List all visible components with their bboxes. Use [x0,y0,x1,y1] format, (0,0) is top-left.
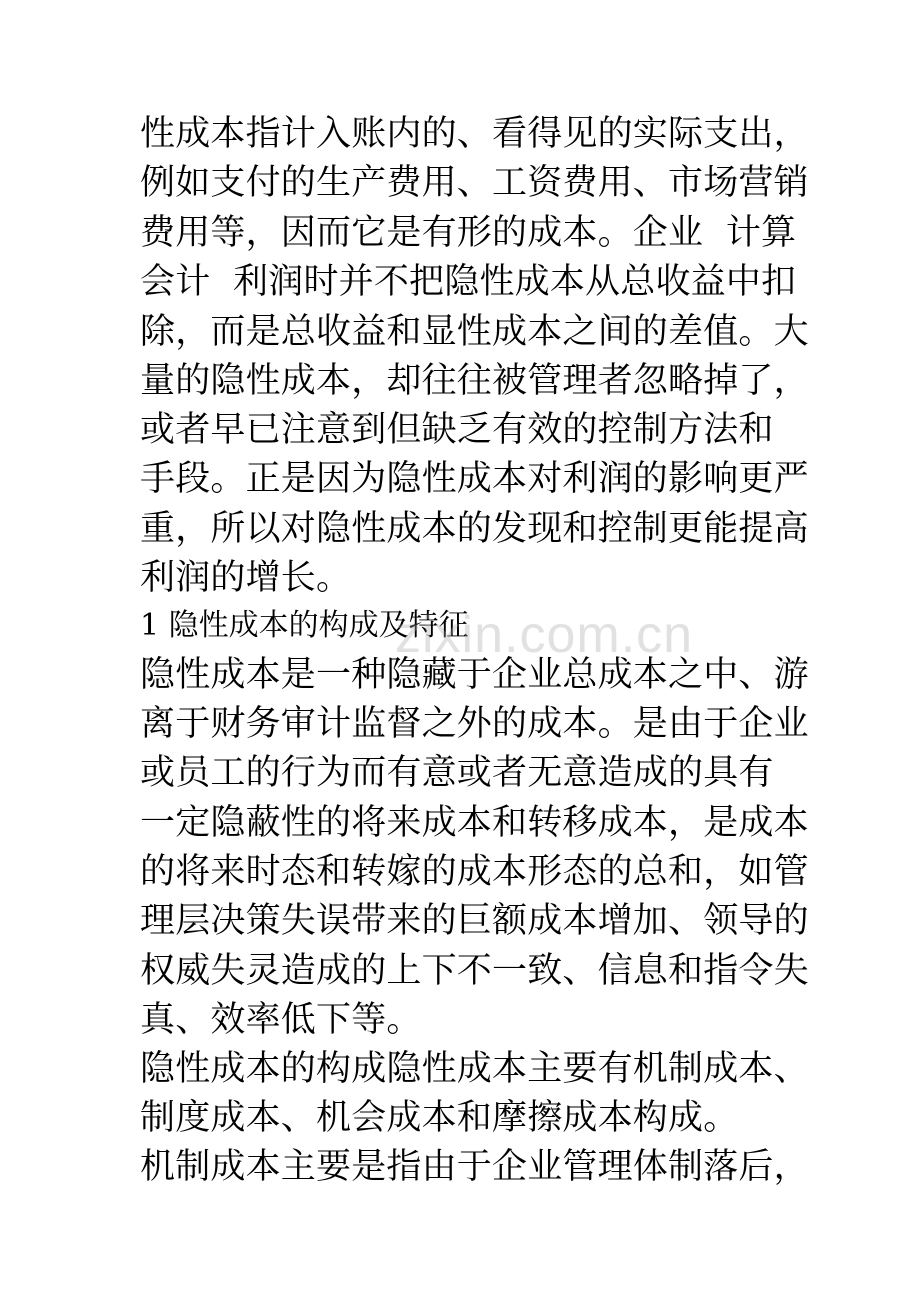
text-line: 重，所以对隐性成本的发现和控制更能提高 [140,509,809,549]
text-line: 手段。正是因为隐性成本对利润的影响更严 [140,459,809,499]
watermark: zixin.com.cn [395,606,694,664]
text-line: 真、效率低下等。 [140,1000,422,1040]
text-line: 除，而是总收益和显性成本之间的差值。大 [140,312,809,352]
text-line: 一定隐蔽性的将来成本和转移成本，是成本 [140,803,809,843]
text-line: 权威失灵造成的上下不一致、信息和指令失 [140,951,809,991]
text-line: 离于财务审计监督之外的成本。是由于企业 [140,704,809,744]
text-line: 理层决策失误带来的巨额成本增加、领导的 [140,901,809,941]
text-line: 或者早已注意到但缺乏有效的控制方法和 [140,410,774,450]
text-line: 隐性成本的构成隐性成本主要有机制成本、 [140,1049,809,1089]
text-line: 的将来时态和转嫁的成本形态的总和，如管 [140,852,809,892]
text-line: 费用等，因而它是有形的成本。企业 计算 [140,213,797,253]
text-line: 利润的增长。 [140,558,352,598]
text-line: 制度成本、机会成本和摩擦成本构成。 [140,1098,739,1138]
text-line: 性成本指计入账内的、看得见的实际支出， [140,114,809,154]
text-line: 或员工的行为而有意或者无意造成的具有 [140,753,774,793]
text-line: 隐性成本是一种隐藏于企业总成本之中、游 [140,655,809,695]
text-line: 机制成本主要是指由于企业管理体制落后， [140,1147,809,1187]
text-line: 量的隐性成本，却往往被管理者忽略掉了， [140,361,809,401]
text-line: 会计 利润时并不把隐性成本从总收益中扣 [140,262,797,302]
text-line: 例如支付的生产费用、工资费用、市场营销 [140,163,809,203]
section-heading: 1 隐性成本的构成及特征 [140,608,469,643]
